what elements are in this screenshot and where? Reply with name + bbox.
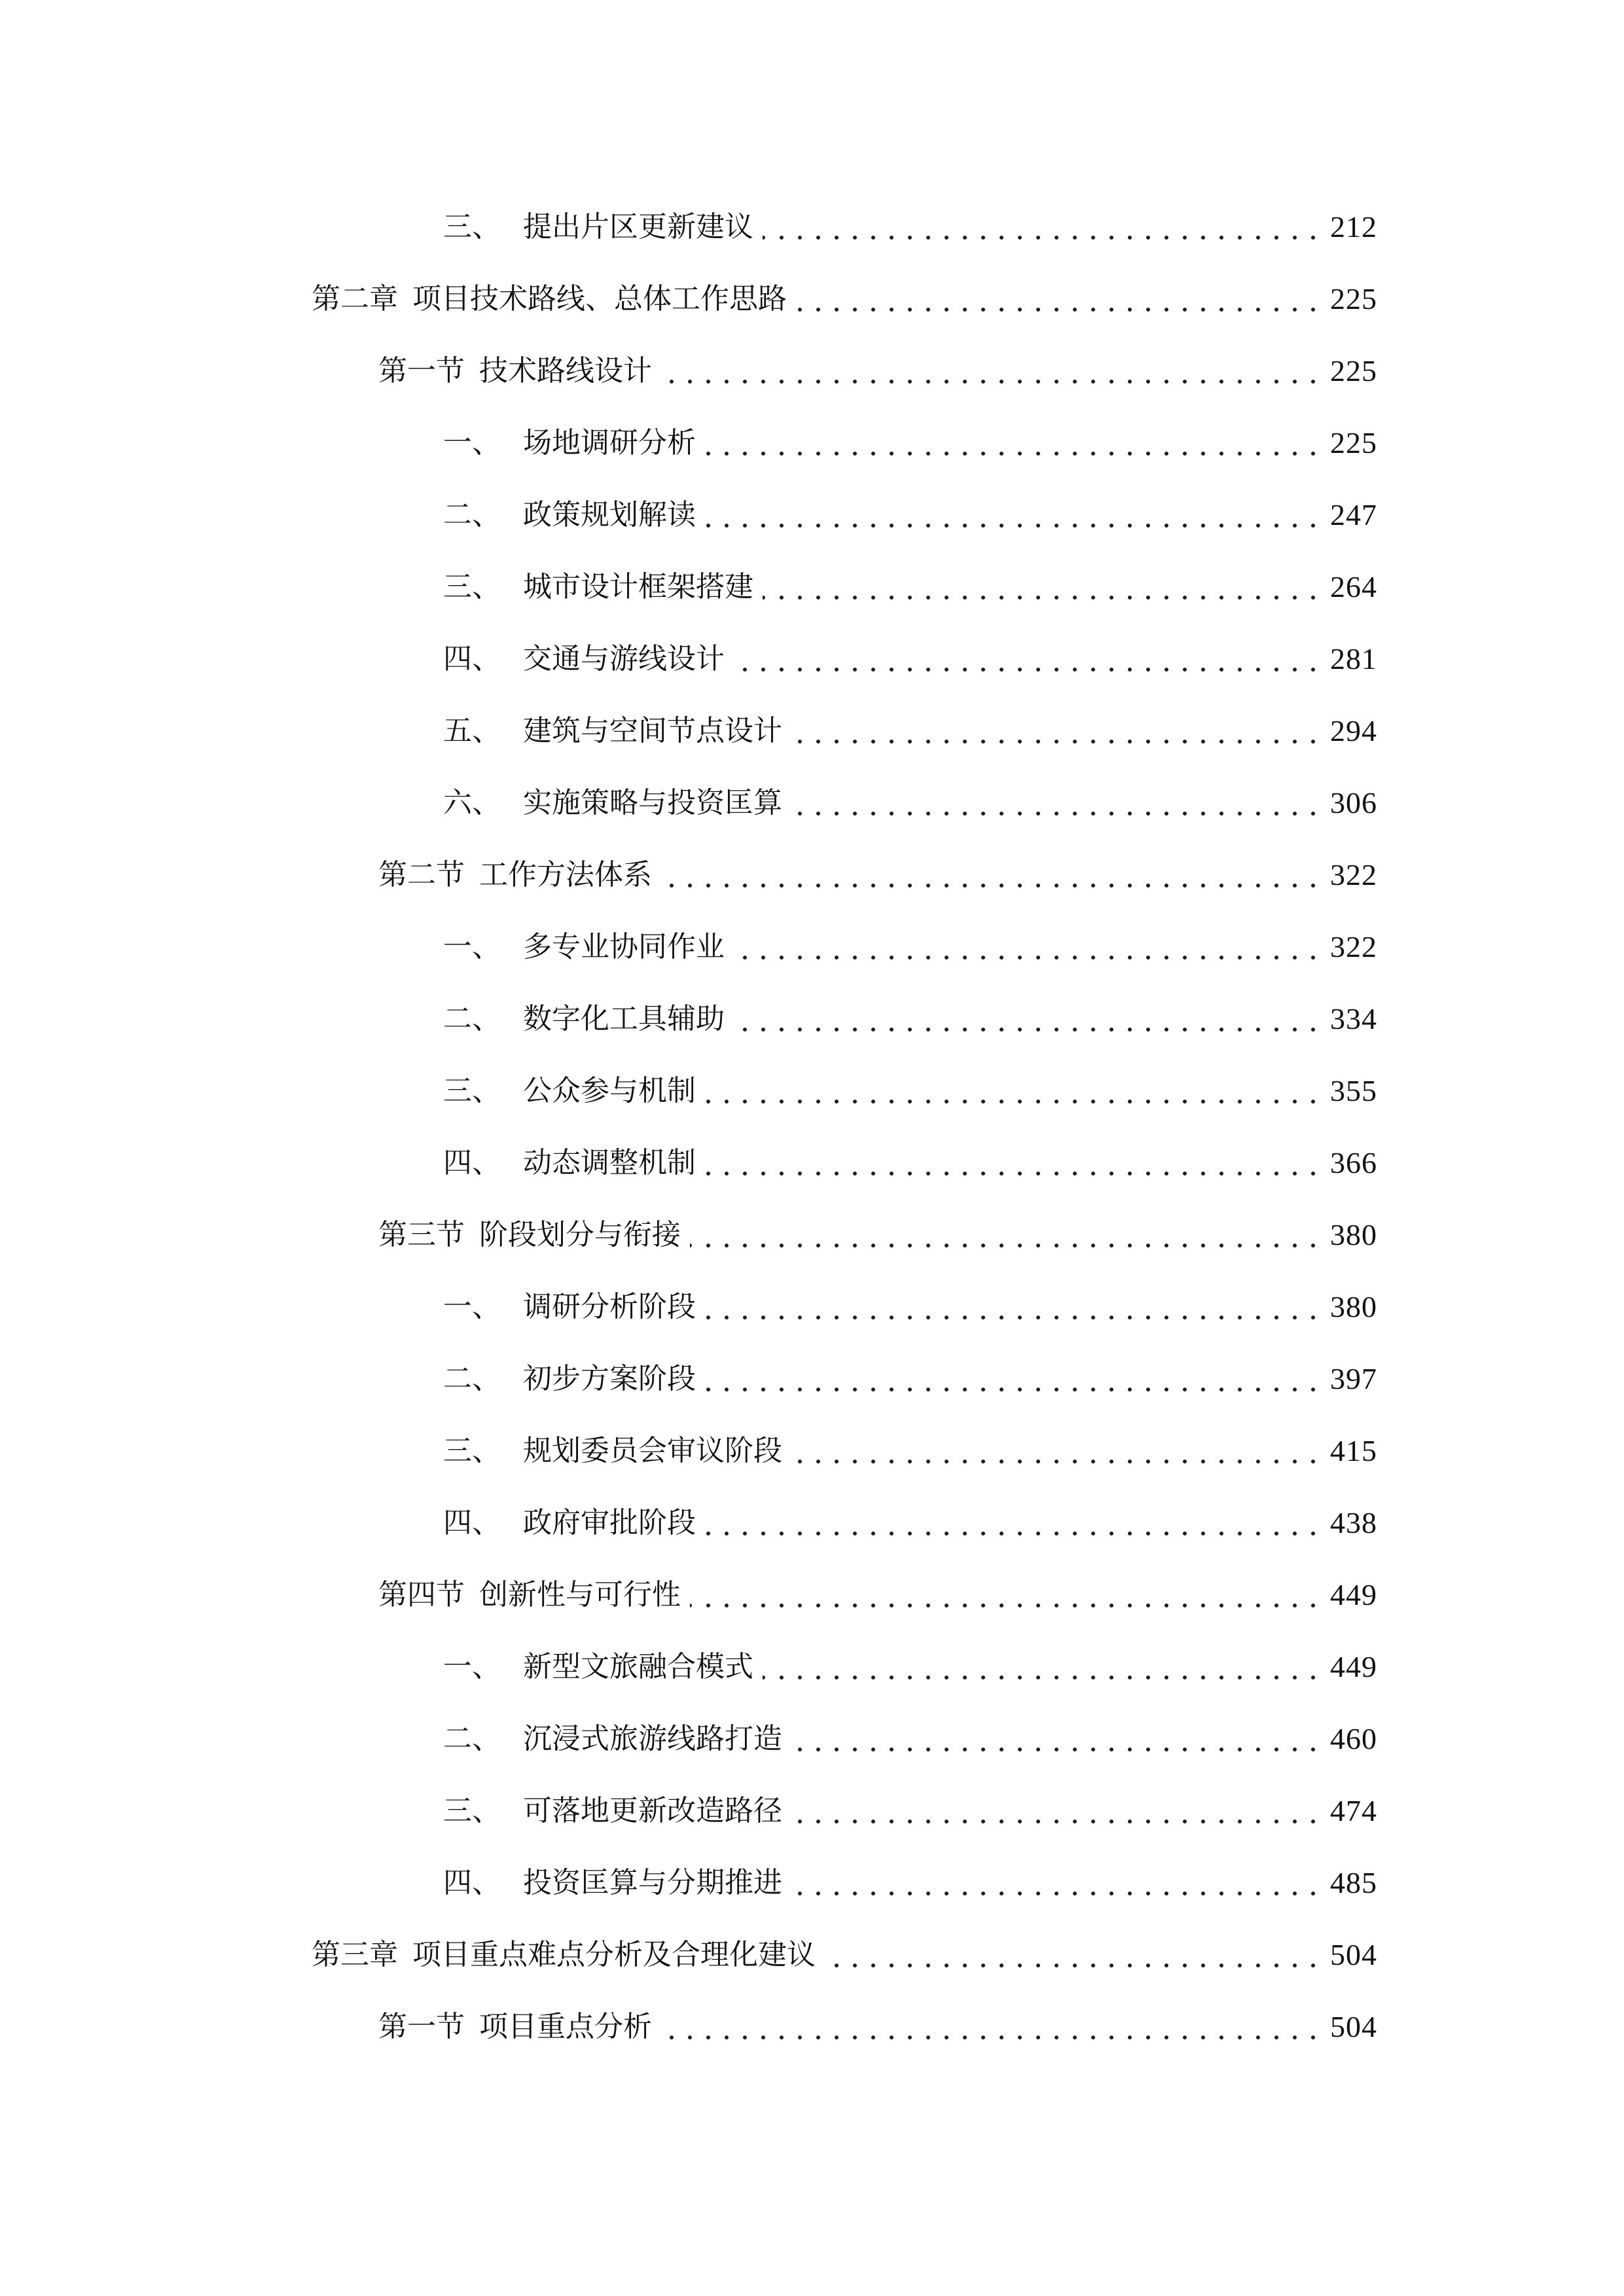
toc-entry-number: 一、 bbox=[443, 1650, 501, 1683]
toc-entry[interactable] bbox=[0, 423, 1377, 463]
toc-entry-page-number: 460 bbox=[1330, 1722, 1377, 1755]
toc-entry[interactable] bbox=[0, 1935, 1377, 1975]
toc-entry-title: 初步方案阶段 bbox=[523, 1362, 696, 1395]
dot-leader bbox=[763, 1647, 1322, 1687]
toc-entry-page-number: 212 bbox=[1330, 210, 1377, 243]
toc-entry-number: 四、 bbox=[443, 1866, 501, 1899]
toc-entry-page-number: 225 bbox=[1330, 426, 1377, 459]
dot-leader bbox=[791, 1791, 1322, 1831]
dot-leader bbox=[705, 1287, 1322, 1327]
toc-entry[interactable] bbox=[0, 711, 1377, 751]
toc-entry-title: 数字化工具辅助 bbox=[523, 1002, 725, 1035]
dot-leader bbox=[690, 1215, 1322, 1255]
toc-entry-title: 投资匡算与分期推进 bbox=[523, 1866, 782, 1899]
dot-leader bbox=[791, 1719, 1322, 1759]
toc-entry-page-number: 380 bbox=[1330, 1218, 1377, 1251]
dot-leader bbox=[705, 423, 1322, 463]
toc-entry-number: 四、 bbox=[443, 1506, 501, 1539]
toc-entry[interactable] bbox=[0, 639, 1377, 679]
toc-entry-number: 二、 bbox=[443, 1722, 501, 1755]
toc-entry[interactable] bbox=[0, 567, 1377, 607]
toc-entry[interactable] bbox=[0, 1863, 1377, 1903]
toc-entry[interactable] bbox=[0, 1287, 1377, 1327]
toc-entry[interactable] bbox=[0, 207, 1377, 247]
toc-entry-number: 三、 bbox=[443, 1434, 501, 1467]
dot-leader bbox=[791, 783, 1322, 823]
toc-entry-page-number: 380 bbox=[1330, 1290, 1377, 1323]
dot-leader bbox=[791, 1431, 1322, 1471]
toc-entry[interactable] bbox=[0, 1215, 1377, 1255]
toc-entry-title: 政府审批阶段 bbox=[523, 1506, 696, 1539]
toc-entry-page-number: 322 bbox=[1330, 930, 1377, 963]
toc-entry-title: 规划委员会审议阶段 bbox=[523, 1434, 782, 1467]
toc-entry-number: 一、 bbox=[443, 930, 501, 963]
toc-entry-page-number: 355 bbox=[1330, 1074, 1377, 1107]
toc-entry-number: 五、 bbox=[443, 714, 501, 747]
toc-entry-page-number: 397 bbox=[1330, 1362, 1377, 1395]
dot-leader bbox=[661, 2007, 1322, 2047]
dot-leader bbox=[734, 999, 1322, 1039]
toc-entry[interactable] bbox=[0, 1431, 1377, 1471]
toc-entry[interactable] bbox=[0, 351, 1377, 391]
toc-entry-title: 多专业协同作业 bbox=[523, 930, 725, 963]
toc-entry-page-number: 264 bbox=[1330, 570, 1377, 603]
dot-leader bbox=[763, 207, 1322, 247]
toc-entry-page-number: 474 bbox=[1330, 1794, 1377, 1827]
toc-entry-number: 第三章 bbox=[312, 1938, 398, 1971]
toc-entry-page-number: 485 bbox=[1330, 1866, 1377, 1899]
toc-entry-number: 四、 bbox=[443, 1146, 501, 1179]
toc-entry-number: 一、 bbox=[443, 426, 501, 459]
toc-entry-title: 工作方法体系 bbox=[479, 858, 652, 891]
toc-entry[interactable] bbox=[0, 1359, 1377, 1399]
toc-entry-page-number: 366 bbox=[1330, 1146, 1377, 1179]
toc-entry-number: 三、 bbox=[443, 1794, 501, 1827]
toc-entry-number: 第二节 bbox=[378, 858, 465, 891]
toc-entry-number: 第二章 bbox=[312, 282, 398, 315]
dot-leader bbox=[791, 711, 1322, 751]
dot-leader bbox=[690, 1575, 1322, 1615]
toc-entry-title: 创新性与可行性 bbox=[479, 1578, 681, 1611]
toc-entry-title: 动态调整机制 bbox=[523, 1146, 696, 1179]
toc-entry[interactable] bbox=[0, 1647, 1377, 1687]
toc-entry-page-number: 449 bbox=[1330, 1578, 1377, 1611]
toc-entry-title: 技术路线设计 bbox=[479, 354, 652, 387]
toc-entry[interactable] bbox=[0, 999, 1377, 1039]
toc-entry-title: 可落地更新改造路径 bbox=[523, 1794, 782, 1827]
toc-entry-title: 项目技术路线、总体工作思路 bbox=[412, 282, 787, 315]
toc-entry[interactable] bbox=[0, 1575, 1377, 1615]
toc-entry-title: 政策规划解读 bbox=[523, 498, 696, 531]
toc-entry-title: 调研分析阶段 bbox=[523, 1290, 696, 1323]
toc-entry-title: 沉浸式旅游线路打造 bbox=[523, 1722, 782, 1755]
toc-entry-page-number: 334 bbox=[1330, 1002, 1377, 1035]
dot-leader bbox=[763, 567, 1322, 607]
toc-entry-title: 项目重点分析 bbox=[479, 2010, 652, 2043]
toc-entry-title: 新型文旅融合模式 bbox=[523, 1650, 753, 1683]
toc-entry[interactable] bbox=[0, 855, 1377, 895]
toc-entry[interactable] bbox=[0, 1071, 1377, 1111]
toc-entry-number: 三、 bbox=[443, 210, 501, 243]
toc-entry-title: 建筑与空间节点设计 bbox=[523, 714, 782, 747]
toc-entry-number: 三、 bbox=[443, 570, 501, 603]
toc-entry-page-number: 247 bbox=[1330, 498, 1377, 531]
toc-entry[interactable] bbox=[0, 495, 1377, 535]
toc-entry-page-number: 306 bbox=[1330, 786, 1377, 819]
toc-entry-page-number: 504 bbox=[1330, 2010, 1377, 2043]
dot-leader bbox=[796, 279, 1322, 319]
toc-entry[interactable] bbox=[0, 279, 1377, 319]
toc-entry-number: 四、 bbox=[443, 642, 501, 675]
toc-entry-title: 阶段划分与衔接 bbox=[479, 1218, 681, 1251]
toc-entry-page-number: 449 bbox=[1330, 1650, 1377, 1683]
toc-entry-number: 六、 bbox=[443, 786, 501, 819]
toc-entry-page-number: 504 bbox=[1330, 1938, 1377, 1971]
toc-entry-title: 实施策略与投资匡算 bbox=[523, 786, 782, 819]
dot-leader bbox=[661, 351, 1322, 391]
dot-leader bbox=[705, 1503, 1322, 1543]
dot-leader bbox=[661, 855, 1322, 895]
dot-leader bbox=[825, 1935, 1322, 1975]
toc-entry-page-number: 225 bbox=[1330, 282, 1377, 315]
toc-entry-title: 城市设计框架搭建 bbox=[523, 570, 753, 603]
toc-entry[interactable] bbox=[0, 1143, 1377, 1183]
dot-leader bbox=[734, 927, 1322, 967]
dot-leader bbox=[705, 1359, 1322, 1399]
toc-entry[interactable] bbox=[0, 1791, 1377, 1831]
dot-leader bbox=[705, 495, 1322, 535]
toc-entry-page-number: 415 bbox=[1330, 1434, 1377, 1467]
dot-leader bbox=[705, 1143, 1322, 1183]
toc-entry-title: 交通与游线设计 bbox=[523, 642, 725, 675]
toc-entry-page-number: 225 bbox=[1330, 354, 1377, 387]
toc-entry-number: 第一节 bbox=[378, 2010, 465, 2043]
toc-entry[interactable] bbox=[0, 1503, 1377, 1543]
toc-entry-title: 公众参与机制 bbox=[523, 1074, 696, 1107]
toc-entry-page-number: 438 bbox=[1330, 1506, 1377, 1539]
toc-entry-number: 一、 bbox=[443, 1290, 501, 1323]
toc-entry-number: 二、 bbox=[443, 498, 501, 531]
toc-entry-number: 二、 bbox=[443, 1362, 501, 1395]
toc-entry[interactable] bbox=[0, 2007, 1377, 2047]
toc-entry-number: 三、 bbox=[443, 1074, 501, 1107]
toc-entry-page-number: 294 bbox=[1330, 714, 1377, 747]
toc-entry-number: 第三节 bbox=[378, 1218, 465, 1251]
toc-entry-page-number: 281 bbox=[1330, 642, 1377, 675]
toc-entry-title: 提出片区更新建议 bbox=[523, 210, 753, 243]
toc-entry[interactable] bbox=[0, 927, 1377, 967]
toc-entry-number: 第一节 bbox=[378, 354, 465, 387]
toc-entry[interactable] bbox=[0, 1719, 1377, 1759]
toc-entry-number: 第四节 bbox=[378, 1578, 465, 1611]
dot-leader bbox=[734, 639, 1322, 679]
toc-entry-title: 项目重点难点分析及合理化建议 bbox=[412, 1938, 816, 1971]
toc-entry-number: 二、 bbox=[443, 1002, 501, 1035]
toc-entry-title: 场地调研分析 bbox=[523, 426, 696, 459]
dot-leader bbox=[705, 1071, 1322, 1111]
toc-entry-page-number: 322 bbox=[1330, 858, 1377, 891]
toc-entry[interactable] bbox=[0, 783, 1377, 823]
dot-leader bbox=[791, 1863, 1322, 1903]
